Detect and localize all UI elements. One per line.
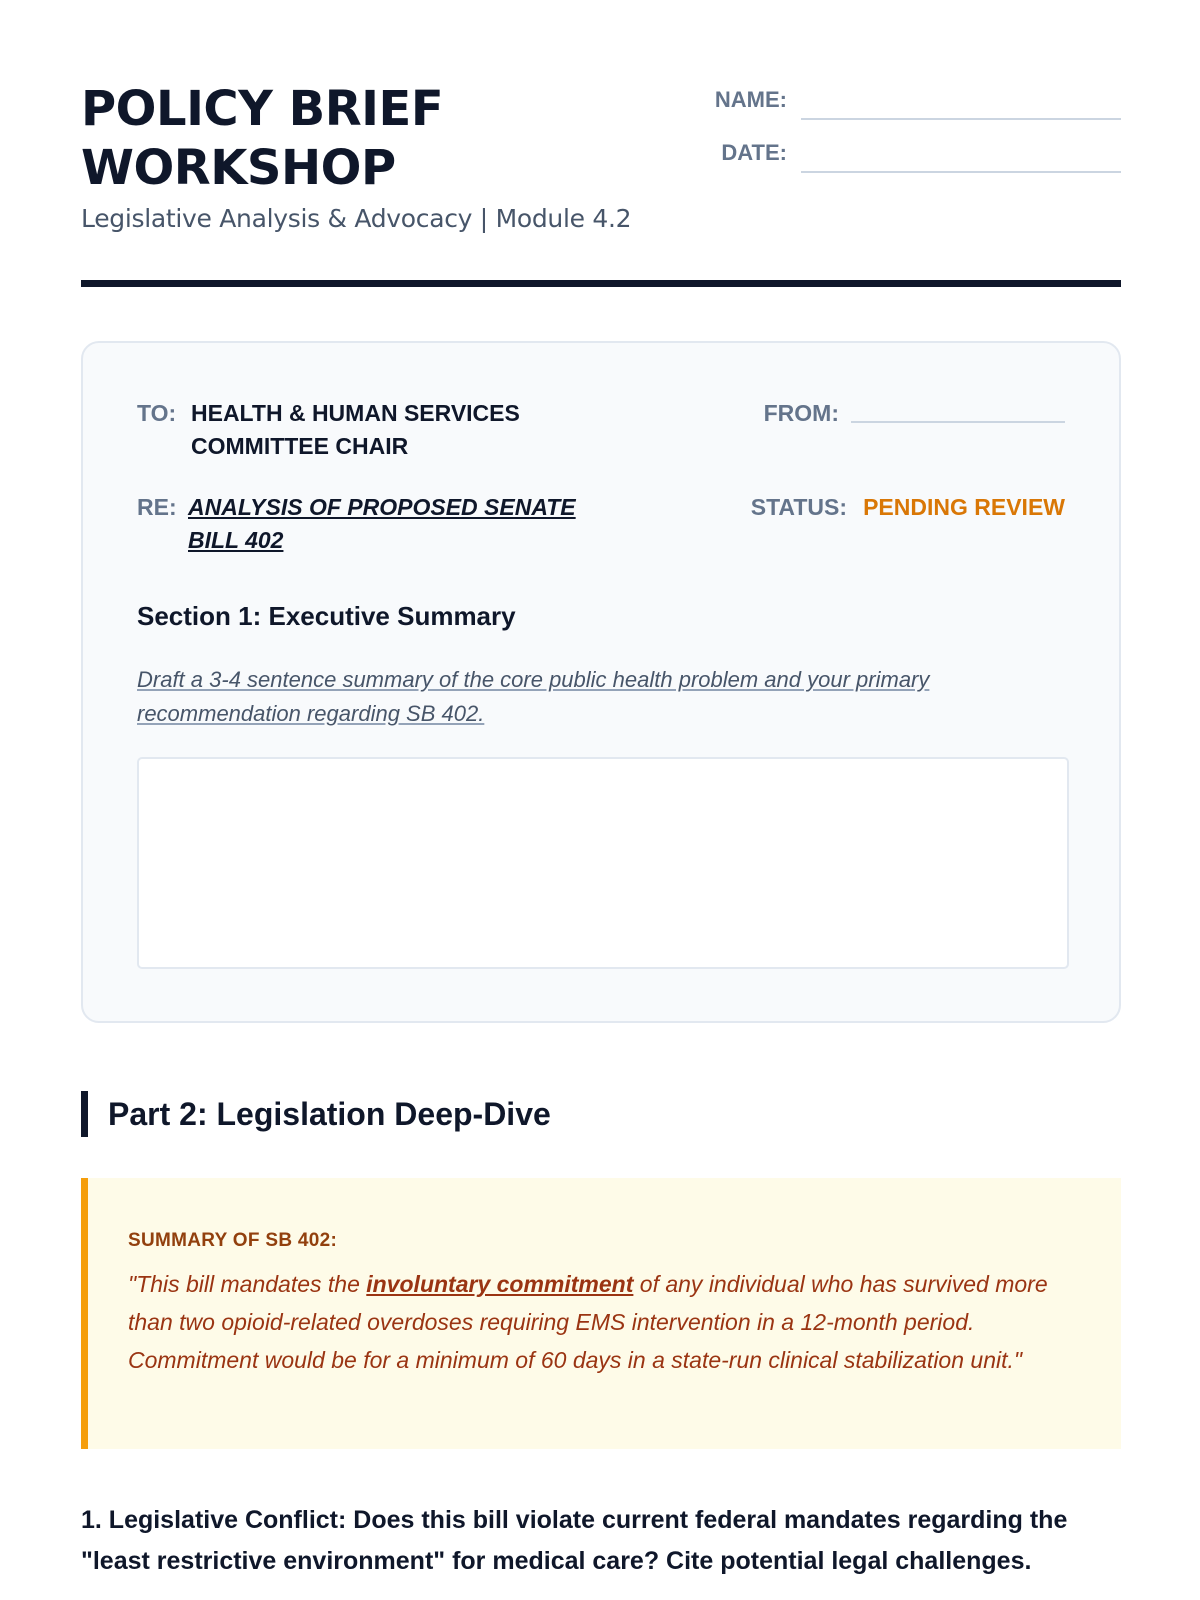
from-line[interactable] bbox=[851, 421, 1065, 423]
summary-text-end: of any individual who has survived more than two opioid-related overdoses requiring EMS intervention in a 12-month period. Commitment would be for a minimum of 60 days in a state-run clinical stabilization unit." bbox=[128, 1271, 1048, 1373]
executive-summary-answer-box[interactable] bbox=[137, 757, 1069, 969]
page-title: POLICY BRIEF WORKSHOP bbox=[81, 81, 444, 196]
date-line[interactable] bbox=[801, 171, 1121, 173]
date-label: DATE: bbox=[721, 140, 787, 165]
executive-summary-prompt: Draft a 3-4 sentence summary of the core public health problem and your primary recommendation regarding SB 402. bbox=[137, 667, 930, 726]
page-header bbox=[81, 80, 1121, 290]
question-1: 1. Legislative Conflict: Does this bill violate current federal mandates regarding the "least restrictive environment" for medical care? Cite potential legal challenges. bbox=[81, 1506, 1068, 1575]
status-badge: PENDING REVIEW bbox=[863, 494, 1065, 520]
part-2-title: Part 2: Legislation Deep-Dive bbox=[108, 1096, 551, 1132]
name-field[interactable] bbox=[701, 86, 1121, 126]
re-label: RE: bbox=[137, 494, 177, 520]
header-divider bbox=[81, 280, 1121, 287]
status-label: STATUS: bbox=[750, 494, 847, 520]
re-value: ANALYSIS OF PROPOSED SENATE BILL 402 bbox=[188, 494, 576, 553]
to-label: TO: bbox=[137, 400, 177, 426]
summary-text-start: "This bill mandates the bbox=[128, 1271, 367, 1297]
page-subtitle: Legislative Analysis & Advocacy | Module 4.2 bbox=[81, 204, 632, 233]
name-label: NAME: bbox=[714, 87, 787, 112]
sb402-summary-label: SUMMARY OF SB 402: bbox=[128, 1230, 338, 1251]
name-line[interactable] bbox=[801, 118, 1121, 120]
sb402-summary-callout bbox=[81, 1178, 1121, 1449]
summary-emphasis: involuntary commitment bbox=[366, 1271, 634, 1297]
section-1-title: Section 1: Executive Summary bbox=[137, 601, 516, 631]
sb402-summary-text bbox=[128, 1265, 1068, 1379]
from-label: FROM: bbox=[763, 400, 839, 426]
part-2-accent-bar bbox=[81, 1091, 88, 1137]
to-value: HEALTH & HUMAN SERVICES COMMITTEE CHAIR bbox=[191, 400, 520, 459]
date-field[interactable] bbox=[701, 139, 1121, 179]
memo-card bbox=[81, 341, 1121, 1023]
